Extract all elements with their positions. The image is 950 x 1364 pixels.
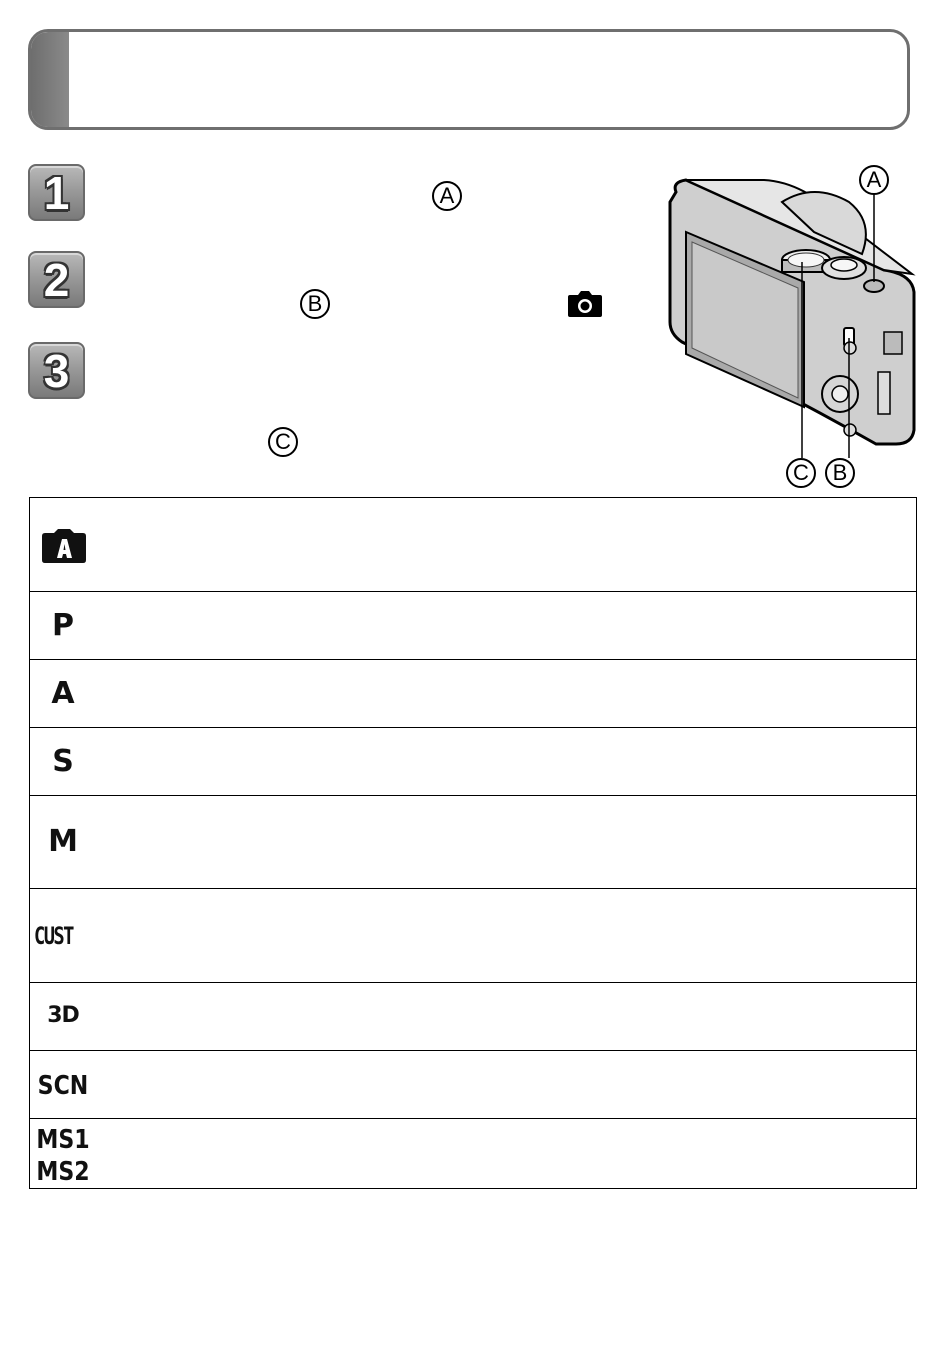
camera-illustration	[664, 162, 926, 492]
mode-label-scn: SCN	[37, 1071, 89, 1101]
step-2-badge: 2	[28, 251, 85, 308]
table-row	[30, 592, 917, 660]
mode-label-3d: 3D	[47, 1003, 79, 1028]
callout-mode-dial: C	[786, 458, 816, 488]
mode-label-ms1: MS1	[36, 1125, 90, 1155]
step-3-marker: C	[268, 427, 298, 457]
step-3-badge: 3	[28, 342, 85, 399]
camera-icon	[567, 290, 603, 318]
step-2-marker: B	[300, 289, 330, 319]
callout-rec-play-switch: B	[825, 458, 855, 488]
table-row	[30, 1119, 917, 1189]
mode-label-s: S	[52, 744, 74, 779]
mode-label-cust: CUST	[34, 922, 73, 950]
table-row	[30, 983, 917, 1051]
mode-label-p: P	[52, 608, 74, 643]
step-1-marker: A	[432, 181, 462, 211]
table-row	[30, 660, 917, 728]
mode-label-a: A	[51, 676, 75, 711]
callout-power-switch: A	[859, 165, 889, 195]
table-row	[30, 1051, 917, 1119]
table-row	[30, 498, 917, 592]
table-row	[30, 889, 917, 983]
page-header-box	[28, 29, 910, 130]
intelligent-auto-icon	[41, 528, 87, 564]
table-row	[30, 728, 917, 796]
mode-cell-intelligent-auto	[30, 498, 917, 592]
mode-label-m: M	[48, 824, 78, 859]
step-1-badge: 1	[28, 164, 85, 221]
mode-label-ms2: MS2	[36, 1157, 90, 1187]
table-row	[30, 796, 917, 889]
header-tab	[31, 32, 69, 127]
mode-table	[29, 497, 917, 1189]
